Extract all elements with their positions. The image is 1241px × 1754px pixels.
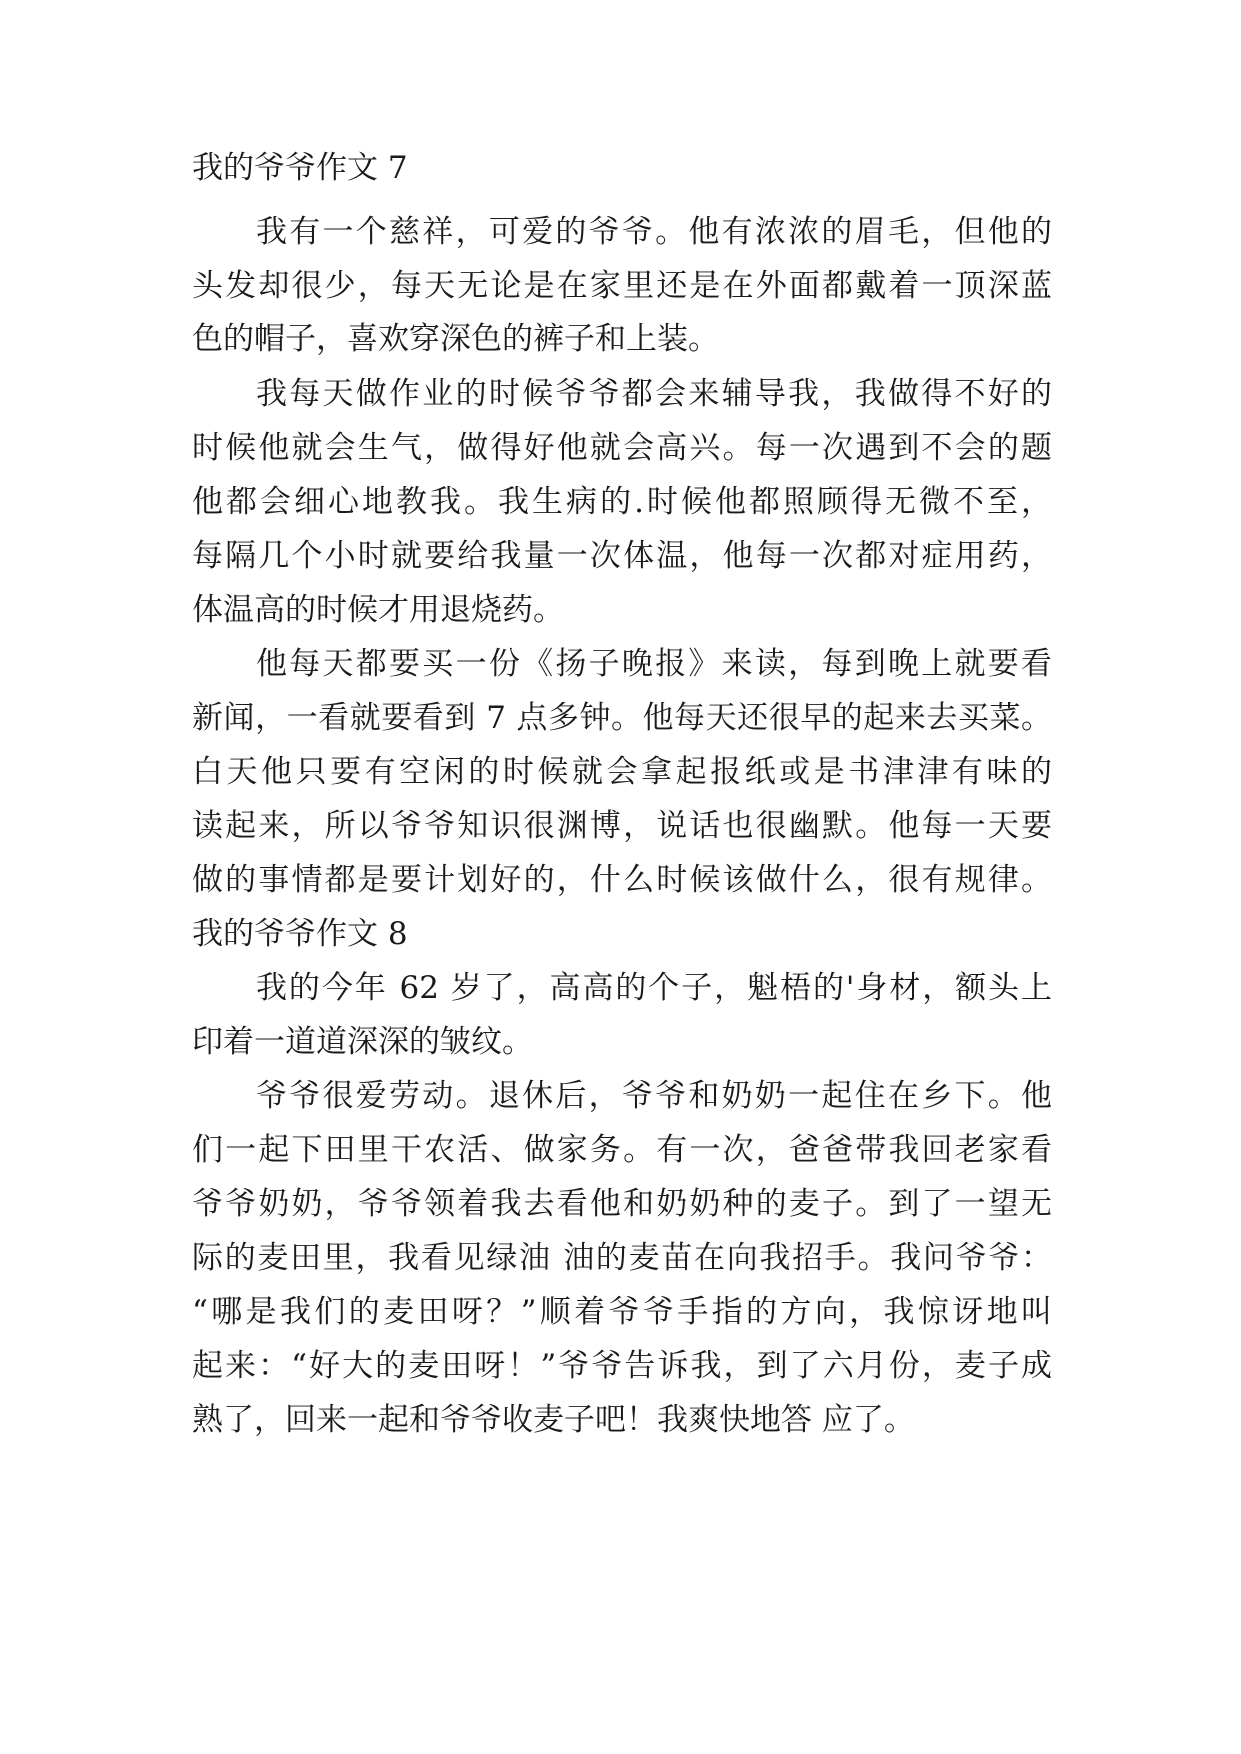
paragraph-line: 我有一个慈祥，可爱的爷爷。他有浓浓的眉毛，但他的	[256, 214, 1052, 250]
essay-heading-8: 我的爷爷作文 8	[192, 916, 408, 952]
paragraph-line: 体温高的时候才用退烧药。	[192, 592, 564, 628]
paragraph-line: 熟了，回来一起和爷爷收麦子吧！我爽快地答 应了。	[192, 1402, 915, 1438]
paragraph-line: 色的帽子，喜欢穿深色的裤子和上装。	[192, 321, 719, 357]
paragraph-line: 时候他就会生气，做得好他就会高兴。每一次遇到不会的题	[192, 430, 1052, 466]
paragraph-line: “哪是我们的麦田呀？”顺着爷爷手指的方向，我惊讶地叫	[192, 1294, 1052, 1330]
paragraph-line: 做的事情都是要计划好的，什么时候该做什么，很有规律。	[192, 862, 1052, 898]
paragraph-line: 爷爷很爱劳动。退休后，爷爷和奶奶一起住在乡下。他	[256, 1078, 1052, 1114]
paragraph-line: 印着一道道深深的皱纹。	[192, 1024, 533, 1060]
paragraph-line: 起来：“好大的麦田呀！”爷爷告诉我，到了六月份，麦子成	[192, 1348, 1052, 1384]
paragraph-line: 他都会细心地教我。我生病的.时候他都照顾得无微不至，	[192, 484, 1052, 520]
paragraph-line: 读起来，所以爷爷知识很渊博，说话也很幽默。他每一天要	[192, 808, 1052, 844]
paragraph-line: 际的麦田里，我看见绿油 油的麦苗在向我招手。我问爷爷：	[192, 1240, 1052, 1276]
paragraph-line: 我的今年 62 岁了，高高的个子，魁梧的'身材，额头上	[256, 970, 1052, 1006]
essay-heading-7: 我的爷爷作文 7	[192, 150, 408, 186]
paragraph-line: 我每天做作业的时候爷爷都会来辅导我，我做得不好的	[256, 376, 1052, 412]
paragraph-line: 新闻，一看就要看到 7 点多钟。他每天还很早的起来去买菜。	[192, 700, 1052, 736]
paragraph-line: 白天他只要有空闲的时候就会拿起报纸或是书津津有味的	[192, 754, 1052, 790]
paragraph-line: 头发却很少，每天无论是在家里还是在外面都戴着一顶深蓝	[192, 268, 1052, 304]
paragraph-line: 爷爷奶奶，爷爷领着我去看他和奶奶种的麦子。到了一望无	[192, 1186, 1052, 1222]
paragraph-line: 每隔几个小时就要给我量一次体温，他每一次都对症用药，	[192, 538, 1052, 574]
paragraph-line: 他每天都要买一份《扬子晚报》来读，每到晚上就要看	[256, 646, 1052, 682]
paragraph-line: 们一起下田里干农活、做家务。有一次，爸爸带我回老家看	[192, 1132, 1052, 1168]
